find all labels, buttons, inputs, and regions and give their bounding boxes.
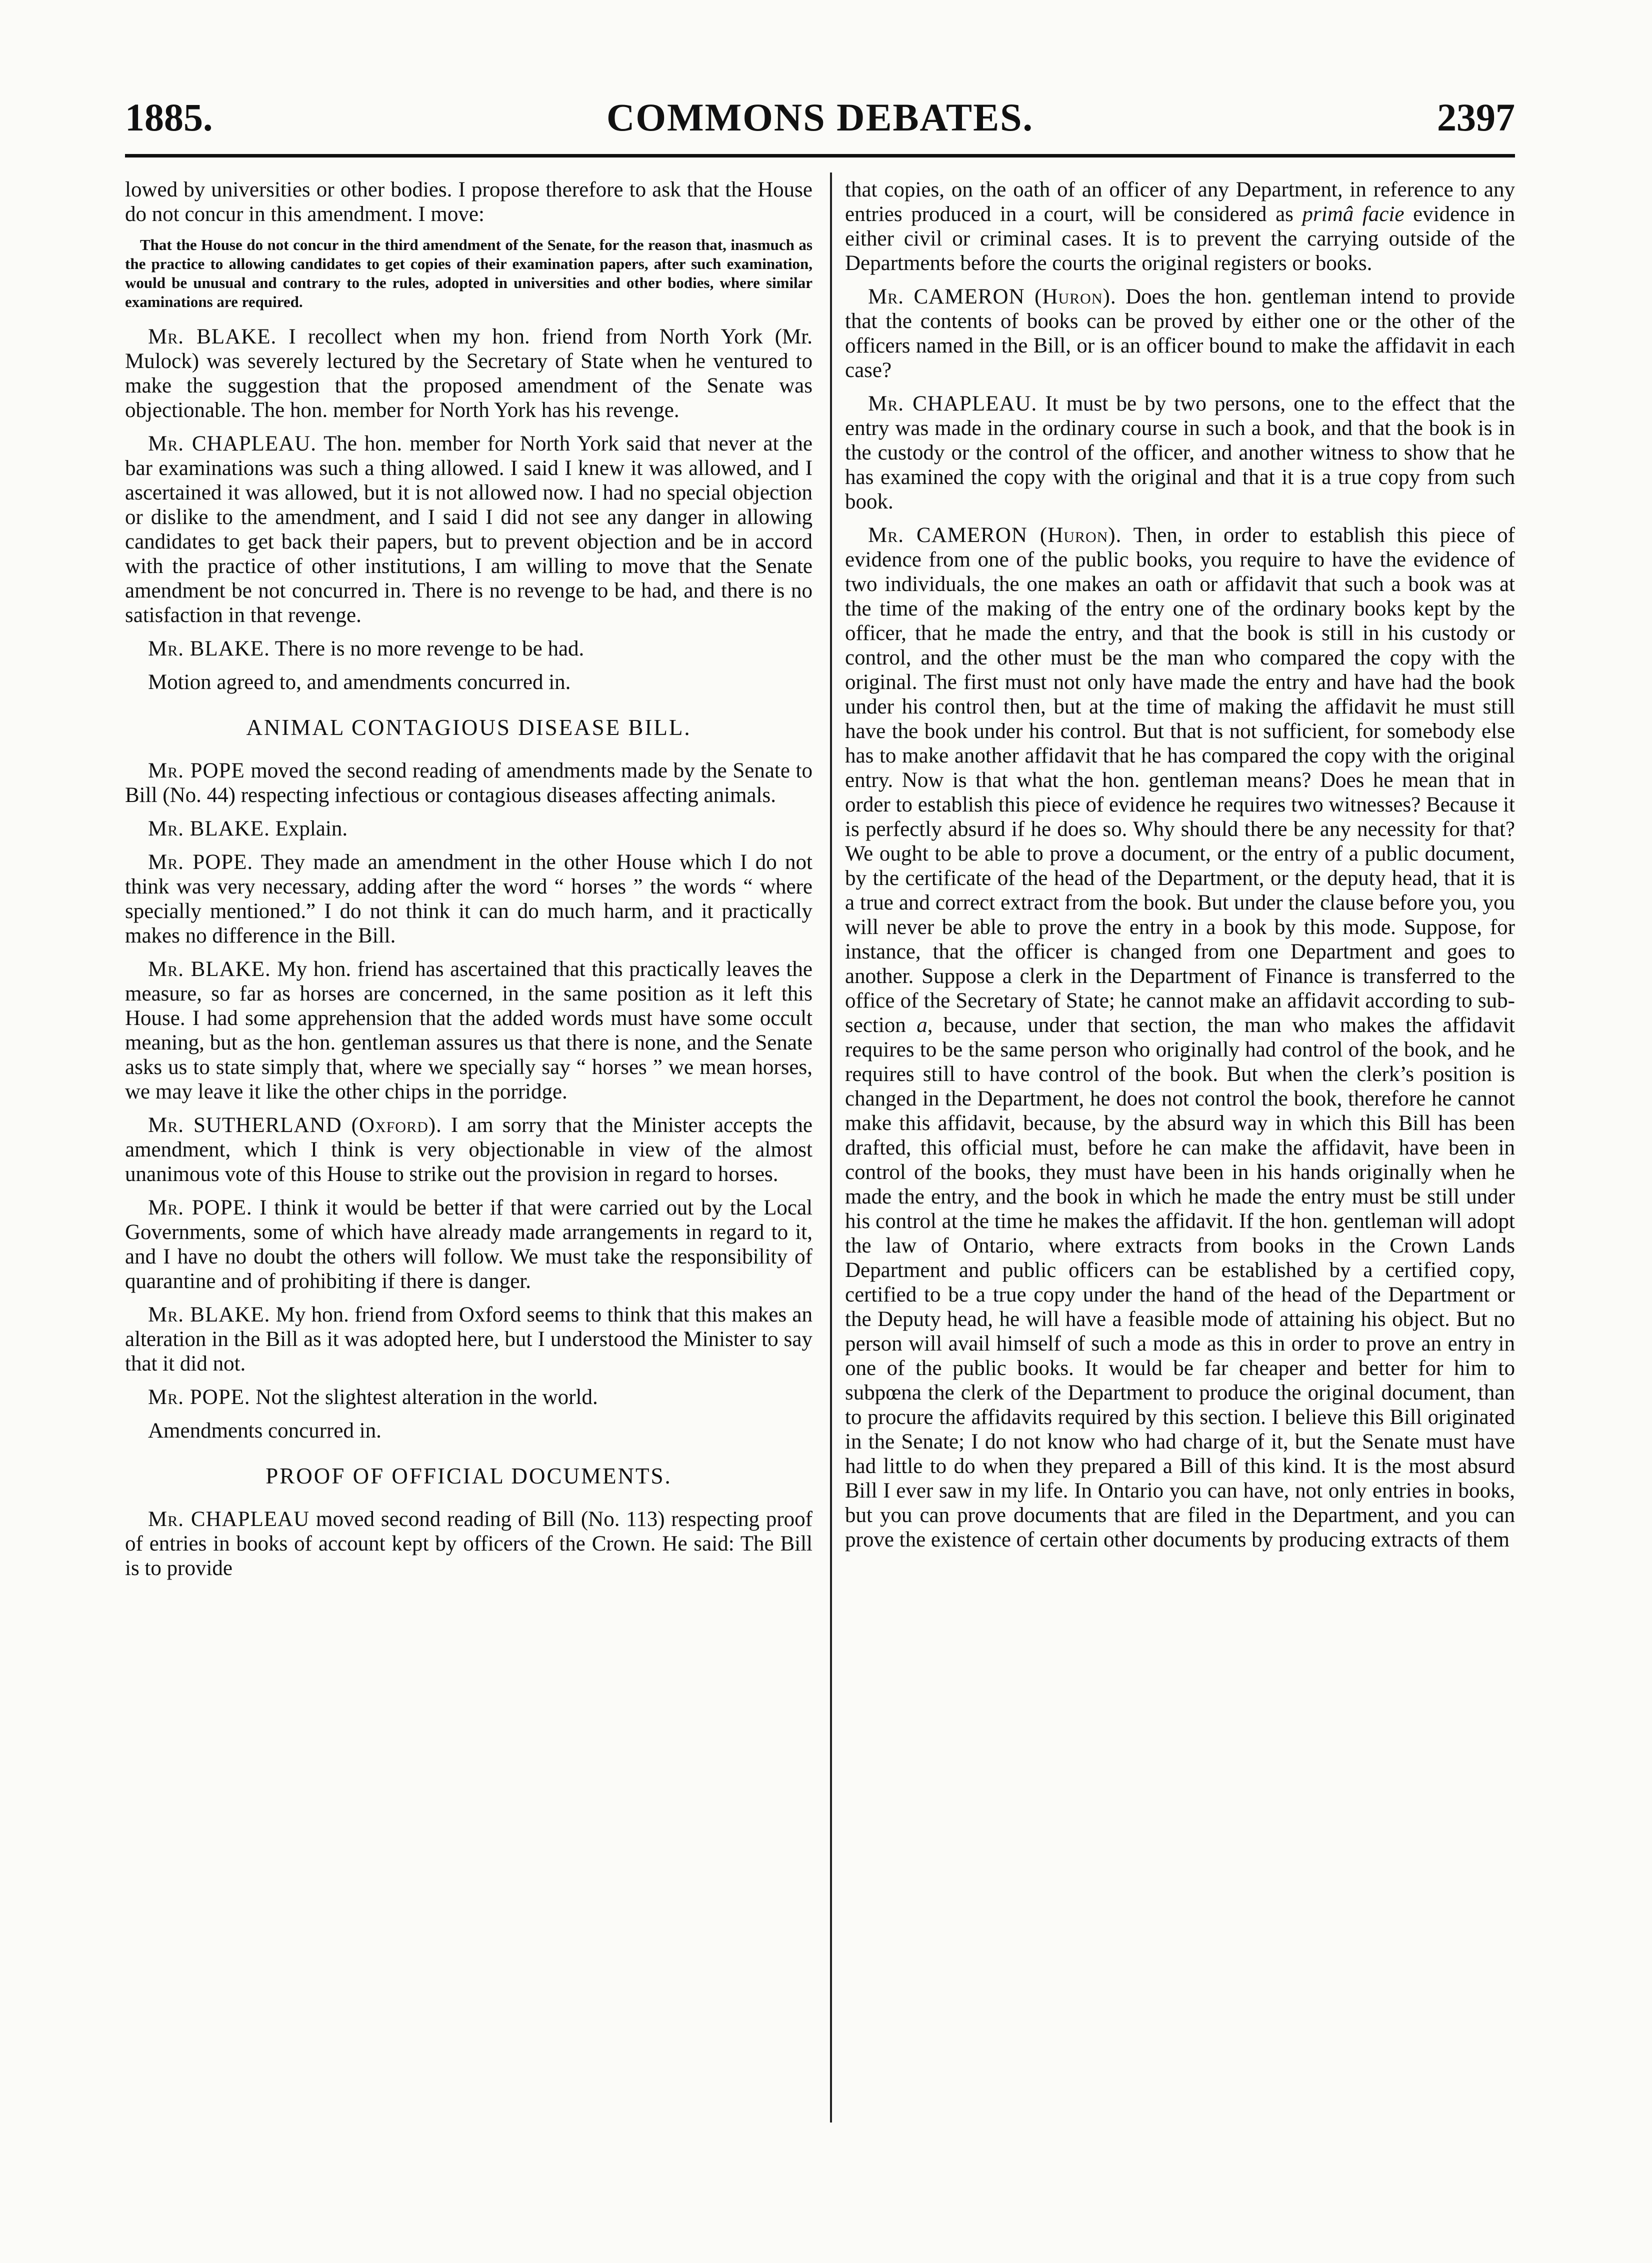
speech-text: It must be by two persons, one to the effect that the entry was made in the ordinary course in such a book, and that the book is in the custody or the control of the officer, and another witness to show that he has examined the copy with the original and that it is a true copy from such book. xyxy=(845,392,1515,514)
speech-text: , because, under that section, the man who makes the affidavit requires to be the same person who originally had control of the book, and he requires still to have control of the book. But when the clerk’s position is changed in the Department, he does not control the book, therefore he cannot make this affidavit, because, by the absurd way in which this Bill has been drafted, this official must, before he can make the affidavit, have been in control of the books, they must have been in his hands originally when he made the entry, and the book in which he made the entry must be still under his control at the time he makes the affidavit. If the hon. gentleman will adopt the law of Ontario, where extracts from books in the Crown Lands Department and public officers can be established by a certified copy, certified to be a true copy under the hand of the head of the Department or the Deputy head, he will have a feasible mode of attaining his object. But no person will avail himself of such a mode as this in order to prove an entry in one of the public books. It would be far cheaper and better for him to subpœna the clerk of the Department to produce the original document, than to procure the affidavits required by this section. I believe this Bill originated in the Senate; I do not know who had charge of it, but the Senate must have had little to do when they prepared a Bill of this kind. It is the most absurd Bill I ever saw in my life. In Ontario you can have, not only entries in books, but you can prove documents that are filed in the Department, and you can prove the existence of certain other documents by producing extracts of them xyxy=(845,1014,1515,1552)
speech-paragraph xyxy=(125,758,812,808)
speaker-name: Mr. CAMERON (Huron). xyxy=(868,285,1116,308)
speech-paragraph xyxy=(125,1507,812,1580)
speech-text: I think it would be better if that were carried out by the Local Governments, some of which have already made arrangements in regard to it, and I have no doubt the others will follow. We must take the responsibility of quarantine and of prohibiting if there is danger. xyxy=(125,1196,812,1293)
speech-text: There is no more revenge to be had. xyxy=(270,637,584,660)
speech-text: Then, in order to establish this piece of evidence from one of the public books, you require to have the evidence of two individuals, the one makes an oath or affidavit that such a book was at the time of the making of the entry one of the ordinary books kept by the officer, that he made the entry, and that the book is still in his custody or control, and the other must be the man who compared the copy with the original. The first must not only have made the entry and have had the book under his control then, but at the time of making the affidavit he must still have the book under his control. But that is not sufficient, for somebody else has to make another affidavit that he has compared the copy with the original entry. Now is that what the hon. gentleman means? Does he mean that in order to establish this piece of evidence he requires two witnesses? Because it is perfectly absurd if he does so. Why should there be any necessity for that? We ought to be able to prove a document, or the entry of a public document, by the certificate of the head of the Department, or the deputy head, that it is a true and correct extract from the book. But under the clause before you, you will never be able to prove the entry in a book by this mode. Suppose, for instance, that the officer is changed from one Department and goes to another. Suppose a clerk in the Department of Finance is transferred to the office of the Secretary of State; he cannot make an affidavit according to sub-section xyxy=(845,524,1515,1037)
paragraph xyxy=(845,178,1515,276)
speech-text: that copies, on the oath of an officer of any Department, in reference to any entries produced in a court, will be considered as xyxy=(845,178,1515,226)
speech-paragraph xyxy=(845,523,1515,1552)
speech-text: I recollect when my hon. friend from North York (Mr. Mulock) was severely lectured by the Secretary of State when he ventured to make the suggestion that the proposed amendment of the Senate was objectionable. The hon. member for North York has his revenge. xyxy=(125,325,812,422)
speech-paragraph xyxy=(125,636,812,661)
speech-paragraph xyxy=(125,850,812,948)
speech-paragraph xyxy=(125,1196,812,1294)
speech-paragraph xyxy=(125,816,812,841)
speech-text: The hon. member for North York said that never at the bar examinations was such a thing allowed. I said I knew it was allowed, and I ascertained it was allowed, but it is not allowed now. I had no special objection or dislike to the amendment, and I said I did not see any danger in allowing candidates to get back their papers, but to prevent objection and be in accord with the practice of other institutions, I am willing to move that the Senate amendment be not concurred in. There is no revenge to be had, and there is no satisfaction in that revenge. xyxy=(125,432,812,627)
speech-paragraph xyxy=(125,1113,812,1186)
speech-text: evidence in either civil or criminal cases. It is to prevent the carrying outside of the Departments before the courts the original registers or books. xyxy=(845,202,1515,275)
speech-paragraph xyxy=(125,1302,812,1376)
right-column xyxy=(845,178,1515,1561)
speech-paragraph xyxy=(125,432,812,628)
publication-title: COMMONS DEBATES. xyxy=(606,96,1034,139)
speech-text: moved second reading of Bill (No. 113) respecting proof of entries in books of account kept by officers of the Crown. He said: The Bill is to provide xyxy=(125,1508,812,1580)
speech-text: moved the second reading of amendments made by the Senate to Bill (No. 44) respecting infectious or contagious diseases affecting animals. xyxy=(125,759,812,807)
speaker-name: Mr. CAMERON (Huron). xyxy=(868,524,1122,547)
speaker-name: Mr. BLAKE. xyxy=(148,1303,270,1326)
speech-text: I am sorry that the Minister accepts the amendment, which I think is very objectionable in view of the almost unanimous vote of this House to strike out the provision in regard to horses. xyxy=(125,1114,812,1186)
speaker-name: Mr. BLAKE. xyxy=(148,325,277,348)
speaker-name: Mr. CHAPLEAU xyxy=(148,1508,310,1531)
speech-paragraph xyxy=(845,392,1515,514)
speech-text: My hon. friend from Oxford seems to think that this makes an alteration in the Bill as it was adopted here, but I understood the Minister to say that it did not. xyxy=(125,1303,812,1376)
speech-text: Not the slightest alteration in the world. xyxy=(250,1386,598,1409)
speaker-name: Mr. BLAKE. xyxy=(148,958,271,981)
speech-paragraph xyxy=(125,957,812,1104)
paragraph: lowed by universities or other bodies. I propose therefore to ask that the House do not concur in this amendment. I move: xyxy=(125,178,812,226)
speaker-name: Mr. BLAKE. xyxy=(148,817,270,840)
latin-term: primâ facie xyxy=(1302,202,1404,226)
speech-text: They made an amendment in the other House which I do not think was very necessary, adding after the word “ horses ” the words “ where specially mentioned.” I do not think it can do much harm, and it practically makes no difference in the Bill. xyxy=(125,850,812,948)
speech-paragraph xyxy=(125,324,812,422)
speech-text: Explain. xyxy=(270,817,348,840)
speech-text: Does the hon. gentleman intend to provide that the contents of books can be proved by either one or the other of the officers named in the Bill, or is an officer bound to make the affidavit in each case? xyxy=(845,285,1515,382)
speaker-name: Mr. POPE. xyxy=(148,1386,250,1409)
speaker-name: Mr. POPE xyxy=(148,759,245,782)
speech-paragraph xyxy=(845,284,1515,382)
speaker-name: Mr. CHAPLEAU. xyxy=(148,432,316,456)
header-year: 1885. xyxy=(125,96,213,139)
speech-text: My hon. friend has ascertained that this practically leaves the measure, so far as horses are concerned, in the same position as it left this House. I had some apprehension that the added words must have some occult meaning, but as the hon. gentleman assures us that there is none, and the Senate asks us to state simply that, where we specially say “ horses ” we mean horses, we may leave it like the other chips in the porridge. xyxy=(125,958,812,1104)
page-number: 2397 xyxy=(1437,96,1515,139)
speaker-name: Mr. SUTHERLAND (Oxford). xyxy=(148,1114,442,1137)
header-rule-right xyxy=(850,154,1515,158)
left-column xyxy=(125,178,812,1590)
motion-text: That the House do not concur in the third amendment of the Senate, for the reason that, inasmuch as the practice to allowing candidates to get copies of their examination papers, after such examination, would be unusual and contrary to the rules, adopted in universities and other bodies, where similar examinations are required. xyxy=(125,236,812,310)
section-heading: ANIMAL CONTAGIOUS DISEASE BILL. xyxy=(246,715,692,740)
speaker-name: Mr. CHAPLEAU. xyxy=(868,392,1038,416)
procedural-note: Motion agreed to, and amendments concurred in. xyxy=(148,670,571,694)
speaker-name: Mr. POPE. xyxy=(148,1196,252,1220)
speaker-name: Mr. BLAKE. xyxy=(148,637,270,660)
page-header xyxy=(125,92,1515,148)
speaker-name: Mr. POPE. xyxy=(148,850,254,874)
procedural-note: Amendments concurred in. xyxy=(148,1419,382,1442)
subsection-letter: a xyxy=(916,1014,928,1037)
section-heading: PROOF OF OFFICIAL DOCUMENTS. xyxy=(266,1464,672,1488)
header-rule-left xyxy=(125,154,850,158)
column-divider xyxy=(830,172,832,2122)
speech-paragraph xyxy=(125,1385,812,1410)
